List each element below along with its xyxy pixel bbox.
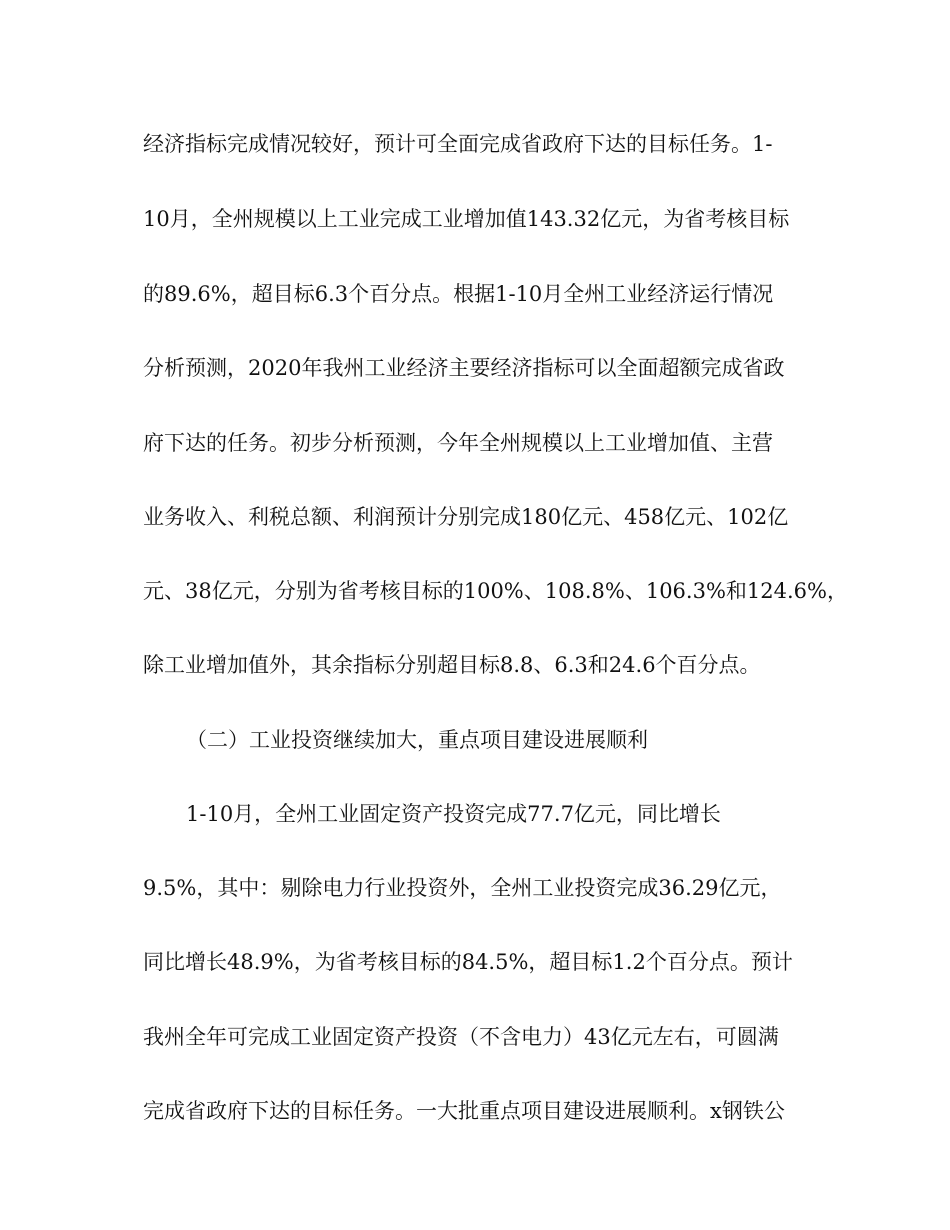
text-line: 完成省政府下达的目标任务。一大批重点项目建设进展顺利。x钢铁公 xyxy=(143,1099,785,1123)
text-line: 10月，全州规模以上工业完成工业增加值143.32亿元，为省考核目标 xyxy=(143,207,790,231)
text-line: 分析预测，2020年我州工业经济主要经济指标可以全面超额完成省政 xyxy=(143,356,785,380)
text-line: 除工业增加值外，其余指标分别超目标8.8、6.3和24.6个百分点。 xyxy=(143,653,761,677)
section-heading: （二）工业投资继续加大，重点项目建设进展顺利 xyxy=(186,728,648,752)
text-line: 同比增长48.9%，为省考核目标的84.5%，超目标1.2个百分点。预计 xyxy=(143,950,793,974)
text-line: 业务收入、利税总额、利润预计分别完成180亿元、458亿元、102亿 xyxy=(143,505,789,529)
text-line: 经济指标完成情况较好，预计可全面完成省政府下达的目标任务。1- xyxy=(143,132,773,156)
text-line: 我州全年可完成工业固定资产投资（不含电力）43亿元左右，可圆满 xyxy=(143,1025,779,1049)
text-line: 府下达的任务。初步分析预测，今年全州规模以上工业增加值、主营 xyxy=(143,431,773,455)
text-line: 元、38亿元，分别为省考核目标的100%、108.8%、106.3%和124.6%， xyxy=(143,579,848,603)
text-line: 1-10月，全州工业固定资产投资完成77.7亿元，同比增长 xyxy=(186,802,721,826)
text-line: 的89.6%，超目标6.3个百分点。根据1-10月全州工业经济运行情况 xyxy=(143,282,774,306)
text-line: 9.5%，其中：剔除电力行业投资外，全州工业投资完成36.29亿元， xyxy=(143,876,782,900)
